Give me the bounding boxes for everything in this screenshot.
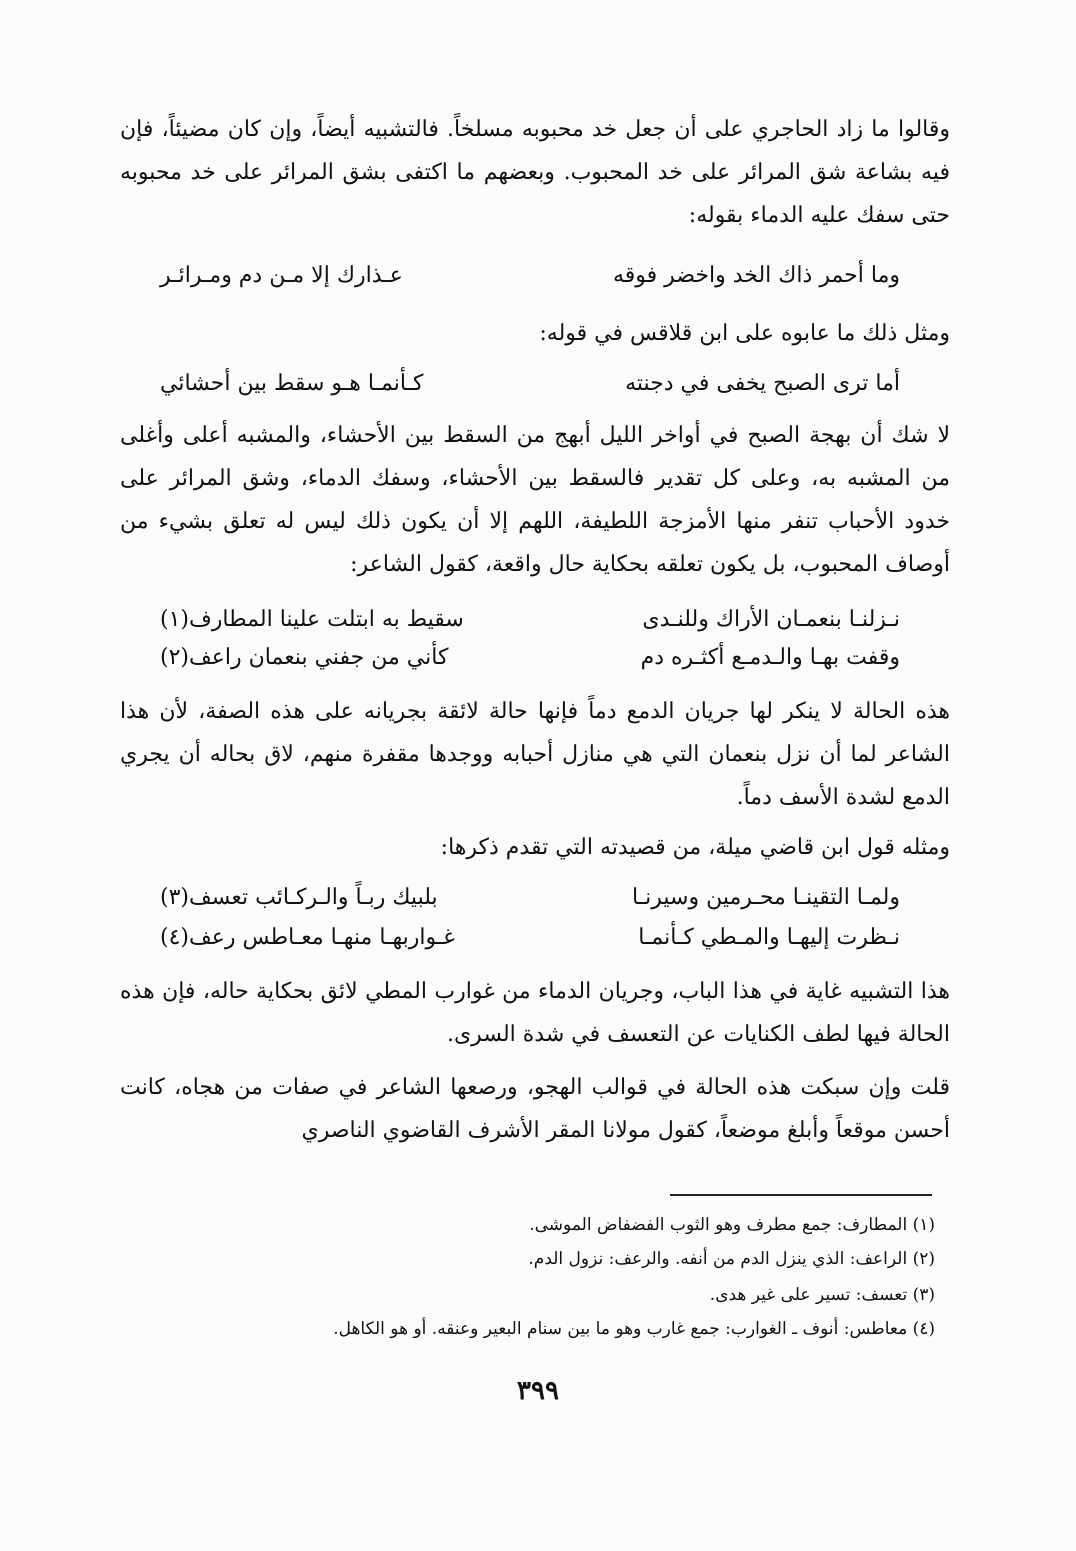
- verse-first-hemistich: أما ترى الصبح يخفى في دجنته: [625, 371, 900, 396]
- page-number: ٣٩٩: [517, 1376, 559, 1406]
- verse-second-hemistich: كأني من جفني بنعمان راعف(٢): [160, 645, 449, 670]
- paragraph: قلت وإن سبكت هذه الحالة في قوالب الهجو، ورصعها الشاعر في صفات من هجاه، كانت أحسن موقعاً وأبلغ موضعاً، كقول مولانا المقر الأشرف القاضوي الناصري: [120, 1075, 950, 1143]
- verse-line: [160, 638, 900, 678]
- verse-line: [160, 918, 900, 958]
- footnote: (٤) معاطس: أنوف ـ الغوارب: جمع غارب وهو ما بين سنام البعير وعنقه. أو هو الكاهل.: [333, 1319, 935, 1339]
- verse-first-hemistich: نـظرت إليهـا والمـطي كـأنمـا: [638, 925, 900, 950]
- verse-line: [160, 364, 900, 404]
- verse-first-hemistich: ولمـا التقينـا محـرمين وسيرنـا: [631, 885, 900, 910]
- verse-second-hemistich: كـأنمـا هـو سقط بين أحشائي: [160, 371, 424, 396]
- verse-line: [160, 256, 900, 296]
- paragraph: لا شك أن بهجة الصبح في أواخر الليل أبهج من السقط بين الأحشاء، والمشبه أعلى وأغلى من المشبه به، وعلى كل تقدير فالسقط بين الأحشاء، وسفك الدماء، وشق المرائر على خدود الأحباب تنفر منها الأمزجة اللطيفة، اللهم إلا أن يكون ذلك ليس له تعلق بشيء من أوصاف المحبوب، بل يكون تعلقه بحكاية حال واقعة، كقول الشاعر:: [120, 423, 951, 577]
- paragraph: ومثل ذلك ما عابوه على ابن قلاقس في قوله:: [539, 321, 950, 346]
- verse-line: [160, 878, 900, 918]
- verse-first-hemistich: وما أحمر ذاك الخد واخضر فوقه: [613, 263, 900, 288]
- verse-first-hemistich: وقفت بهـا والـدمـع أكثـره دم: [640, 645, 900, 670]
- verse-second-hemistich: عـذارك إلا مـن دم ومـرائـر: [160, 263, 403, 288]
- paragraph: هذه الحالة لا ينكر لها جريان الدمع دماً فإنها حالة لائقة بجريانه على هذه الصفة، لأن هذا الشاعر لما أن نزل بنعمان التي هي منازل أحبابه ووجدها مقفرة منهم، لاق بحاله أن يجري الدمع لشدة الأسف دماً.: [120, 699, 950, 810]
- paragraph: ومثله قول ابن قاضي ميلة، من قصيدته التي تقدم ذكرها:: [440, 835, 950, 860]
- verse-second-hemistich: غـواربهـا منهـا معـاطس رعف(٤): [160, 925, 455, 950]
- verse-second-hemistich: بلبيك ربـاً والـركـائب تعسف(٣): [160, 885, 438, 910]
- footnote-separator: [670, 1194, 932, 1196]
- verse-second-hemistich: سقيط به ابتلت علينا المطارف(١): [160, 607, 464, 632]
- verse-first-hemistich: نـزلنـا بنعمـان الأراك وللنـدى: [642, 607, 900, 632]
- verse-line: [160, 600, 900, 640]
- footnote: (١) المطارف: جمع مطرف وهو الثوب الفضفاض الموشى.: [529, 1215, 935, 1235]
- paragraph: هذا التشبيه غاية في هذا الباب، وجريان الدماء من غوارب المطي لائق بحكاية حاله، فإن هذه الحالة فيها لطف الكنايات عن التعسف في شدة السرى.: [120, 979, 950, 1047]
- paragraph: وقالوا ما زاد الحاجري على أن جعل خد محبوبه مسلخاً. فالتشبيه أيضاً، وإن كان مضيئاً، فإن فيه بشاعة شق المرائر على خد المحبوب. وبعضهم ما اكتفى بشق المرائر على خد محبوبه حتى سفك عليه الدماء بقوله:: [120, 117, 950, 228]
- footnote: (٢) الراعف: الذي ينزل الدم من أنفه. والرعف: نزول الدم.: [528, 1249, 935, 1269]
- footnote: (٣) تعسف: تسير على غير هدى.: [709, 1285, 935, 1305]
